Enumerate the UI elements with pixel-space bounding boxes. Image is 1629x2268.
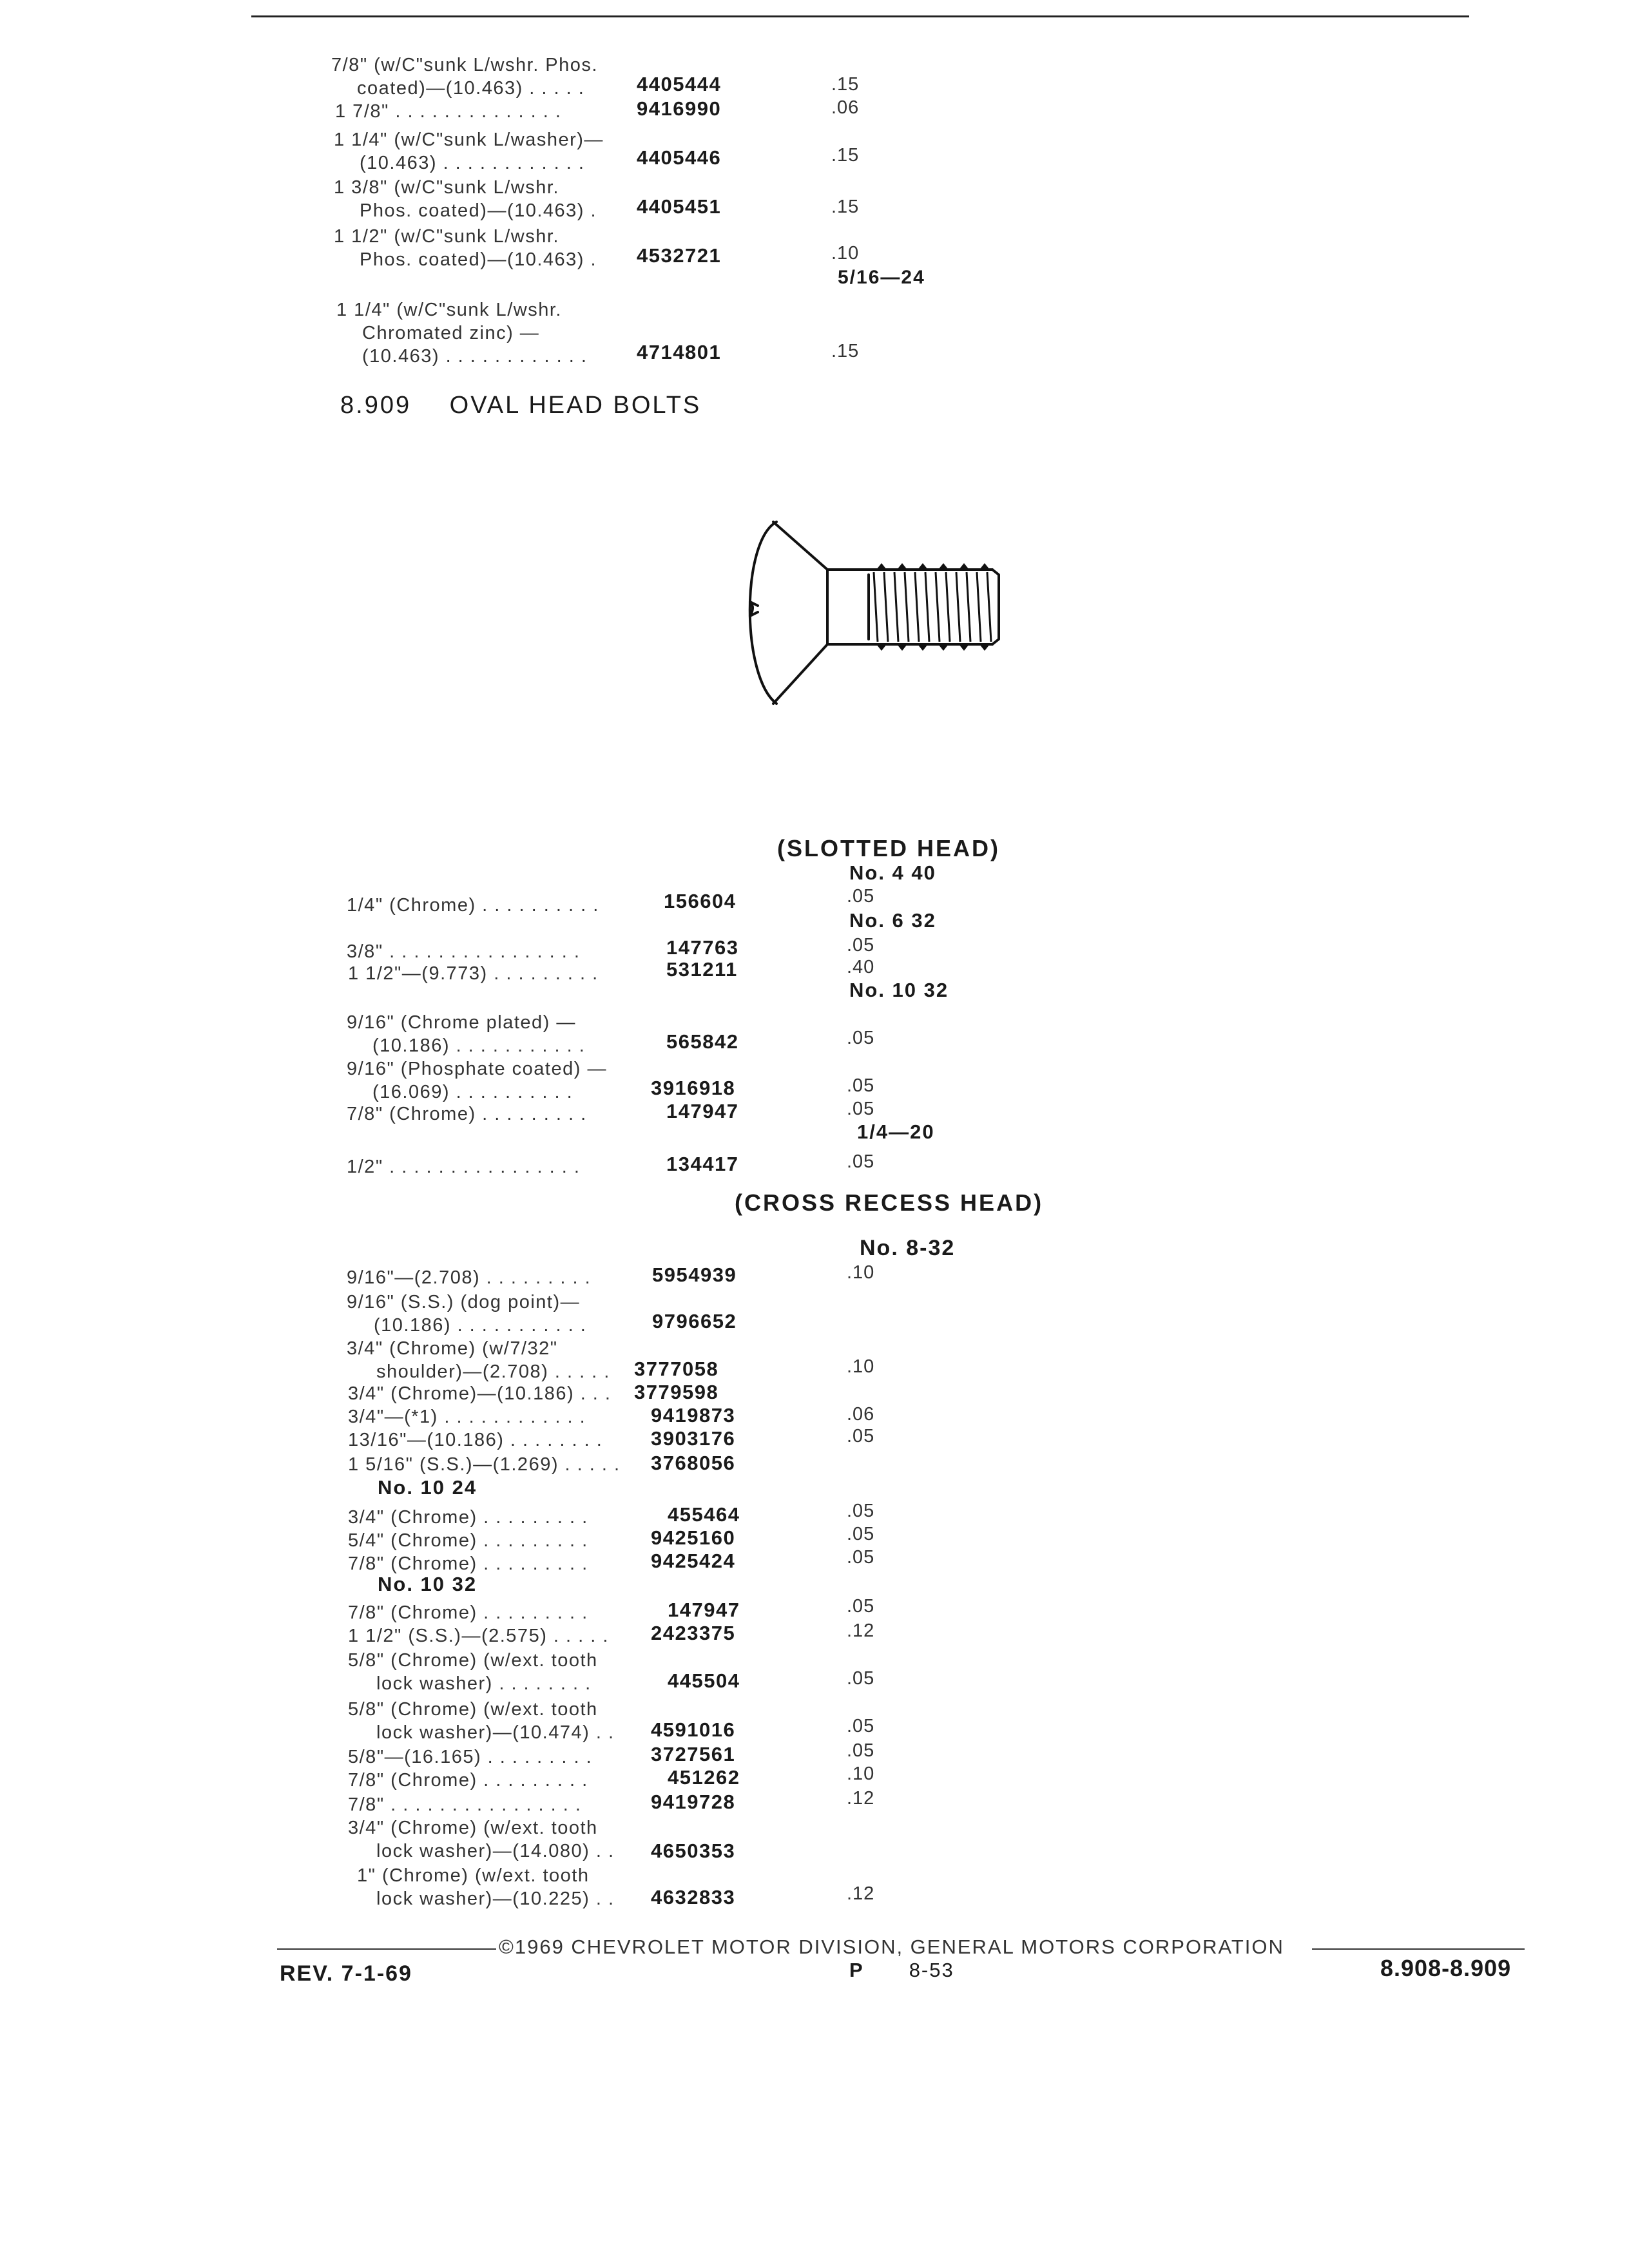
list-item: 1 1/4" (w/C"sunk L/washer)— (10.463) . . . . . . . . . . . . 4405446 .15 bbox=[334, 130, 860, 173]
part-number: 3768056 bbox=[651, 1452, 736, 1474]
slotted-head-heading: (SLOTTED HEAD) bbox=[777, 835, 1000, 861]
list-item: 7/8" (Chrome) . . . . . . . . . 9425424 .05 bbox=[348, 1547, 875, 1574]
price: .10 bbox=[847, 1356, 875, 1377]
price: .15 bbox=[831, 197, 860, 217]
price: .05 bbox=[847, 1151, 875, 1172]
part-number: 9425424 bbox=[651, 1550, 736, 1572]
price: .05 bbox=[847, 1099, 875, 1119]
list-item: 3/4"—(*1) . . . . . . . . . . . . 9419873 .06 bbox=[348, 1404, 875, 1427]
part-number: 455464 bbox=[668, 1503, 740, 1526]
part-number: 147947 bbox=[666, 1100, 739, 1122]
list-item: 9/16" (Phosphate coated) — (16.069) . . . . . . . . . . 3916918 .05 bbox=[347, 1059, 875, 1102]
price: .05 bbox=[847, 935, 875, 956]
list-item: 1 1/4" (w/C"sunk L/wshr. Chromated zinc) — (10.463) . . . . . . . . . . . . 4714801 .15 bbox=[336, 300, 860, 367]
footer-rule-right bbox=[1312, 1948, 1525, 1950]
section-number: 8.909 bbox=[340, 392, 412, 419]
revision-date: REV. 7-1-69 bbox=[280, 1961, 412, 1986]
price: .05 bbox=[847, 1075, 875, 1096]
price: .06 bbox=[847, 1404, 875, 1425]
list-item: 7/8" (Chrome) . . . . . . . . . 451262 .10 bbox=[348, 1763, 875, 1791]
oval-head-bolt-illustration bbox=[741, 515, 1012, 722]
part-number: 9796652 bbox=[652, 1310, 737, 1332]
list-item: 9/16" (S.S.) (dog point)— (10.186) . . . . . . . . . . . 9796652 bbox=[347, 1292, 737, 1336]
price: .05 bbox=[847, 1524, 875, 1544]
list-item: 7/8" . . . . . . . . . . . . . . . . 9419728 .12 bbox=[348, 1788, 875, 1815]
list-item: 7/8" (w/C"sunk L/wshr. Phos. coated)—(10.463) . . . . . 4405444 .15 bbox=[331, 55, 860, 99]
list-item: 9/16"—(2.708) . . . . . . . . . 5954939 .10 bbox=[347, 1262, 875, 1288]
part-number: 4405444 bbox=[637, 73, 722, 95]
size-subheading: No. 6 32 bbox=[849, 909, 936, 932]
list-item: 1 3/8" (w/C"sunk L/wshr. Phos. coated)—(10.463) . 4405451 .15 bbox=[334, 177, 860, 221]
part-number: 156604 bbox=[664, 890, 737, 912]
size-subheading: 1/4—20 bbox=[857, 1120, 935, 1143]
price: .05 bbox=[847, 1028, 875, 1048]
part-number: 9416990 bbox=[637, 97, 722, 120]
size-subheading: No. 10 24 bbox=[378, 1476, 477, 1499]
price: .12 bbox=[847, 1620, 875, 1641]
cross-recess-head-heading: (CROSS RECESS HEAD) bbox=[735, 1189, 1044, 1216]
list-item: 1 7/8" . . . . . . . . . . . . . . 9416990 .06 bbox=[335, 97, 860, 122]
price: .15 bbox=[831, 74, 860, 95]
price: .12 bbox=[847, 1883, 875, 1904]
list-item: 1" (Chrome) (w/ext. tooth lock washer)—(10.225) . . 4632833 .12 bbox=[357, 1865, 875, 1909]
part-number: 3779598 bbox=[634, 1381, 719, 1403]
part-number: 565842 bbox=[666, 1030, 739, 1053]
price: .12 bbox=[847, 1788, 875, 1809]
footer-rule-left bbox=[277, 1948, 496, 1950]
price: .10 bbox=[831, 243, 860, 264]
part-number: 4532721 bbox=[637, 244, 722, 267]
price: .40 bbox=[847, 957, 875, 977]
part-number: 147947 bbox=[668, 1599, 740, 1621]
part-number: 9425160 bbox=[651, 1526, 736, 1549]
part-number: 451262 bbox=[668, 1766, 740, 1789]
part-number: 4405451 bbox=[637, 195, 722, 218]
page-number bbox=[849, 1959, 954, 1982]
price: .10 bbox=[847, 1763, 875, 1784]
price: .15 bbox=[831, 145, 860, 166]
price: .05 bbox=[847, 1501, 875, 1521]
part-number: 445504 bbox=[668, 1669, 740, 1692]
section-range: 8.908-8.909 bbox=[1380, 1955, 1512, 1981]
part-number: 531211 bbox=[666, 958, 738, 981]
size-subheading: No. 4 40 bbox=[849, 861, 936, 884]
part-number: 4650353 bbox=[651, 1840, 736, 1862]
list-item: 3/4" (Chrome)—(10.186) . . . 3779598 bbox=[348, 1381, 719, 1404]
price: .05 bbox=[847, 1740, 875, 1761]
price: .05 bbox=[847, 886, 875, 907]
size-subheading: No. 10 32 bbox=[849, 979, 949, 1001]
list-item: 5/8"—(16.165) . . . . . . . . . 3727561 .05 bbox=[348, 1740, 875, 1767]
part-number: 9419728 bbox=[651, 1791, 736, 1813]
size-subheading: No. 8-32 bbox=[860, 1236, 956, 1260]
list-item: 13/16"—(10.186) . . . . . . . . 3903176 .05 bbox=[348, 1426, 875, 1450]
list-item: 7/8" (Chrome) . . . . . . . . . 147947 .05 bbox=[348, 1596, 875, 1623]
part-number: 3727561 bbox=[651, 1743, 736, 1765]
part-number: 9419873 bbox=[651, 1404, 736, 1427]
part-number: 5954939 bbox=[652, 1264, 737, 1286]
size-subheading: 5/16—24 bbox=[838, 267, 925, 288]
section-title bbox=[340, 392, 701, 419]
list-item: 5/4" (Chrome) . . . . . . . . . 9425160 .05 bbox=[348, 1524, 875, 1551]
part-number: 3916918 bbox=[651, 1077, 736, 1099]
list-item: 3/4" (Chrome) (w/ext. tooth lock washer)—(14.080) . . 4650353 bbox=[348, 1818, 736, 1862]
list-item: 7/8" (Chrome) . . . . . . . . . 147947 .05 bbox=[347, 1099, 875, 1124]
copyright: ©1969 CHEVROLET MOTOR DIVISION, GENERAL MOTORS CORPORATION bbox=[499, 1936, 1284, 1958]
part-number: 4632833 bbox=[651, 1886, 736, 1908]
list-item: 3/4" (Chrome) . . . . . . . . . 455464 .05 bbox=[348, 1501, 875, 1528]
price: .05 bbox=[847, 1716, 875, 1736]
list-item: 1/4" (Chrome) . . . . . . . . . . 156604 .05 bbox=[347, 886, 875, 916]
size-subheading: No. 10 32 bbox=[378, 1573, 477, 1595]
part-number: 4405446 bbox=[637, 146, 722, 169]
list-item: 1 5/16" (S.S.)—(1.269) . . . . . 3768056 bbox=[348, 1452, 736, 1475]
price: .05 bbox=[847, 1668, 875, 1689]
list-item: 3/4" (Chrome) (w/7/32" shoulder)—(2.708) . . . . . 3777058 .10 bbox=[347, 1338, 875, 1382]
part-number: 134417 bbox=[666, 1153, 739, 1175]
price: .15 bbox=[831, 341, 860, 361]
part-number: 2423375 bbox=[651, 1622, 736, 1644]
list-item: 5/8" (Chrome) (w/ext. tooth lock washer) . . . . . . . . 445504 .05 bbox=[348, 1650, 875, 1694]
price: .05 bbox=[847, 1596, 875, 1617]
page-num: 8-53 bbox=[909, 1959, 954, 1981]
price: .10 bbox=[847, 1262, 875, 1283]
list-item: 1 1/2"—(9.773) . . . . . . . . . 531211 .40 bbox=[348, 957, 875, 984]
list-item: 3/8" . . . . . . . . . . . . . . . . 147763 .05 bbox=[347, 935, 875, 962]
list-item: 1 1/2" (w/C"sunk L/wshr. Phos. coated)—(10.463) . 4532721 .10 bbox=[334, 226, 860, 270]
price: .06 bbox=[831, 97, 860, 118]
price: .05 bbox=[847, 1547, 875, 1568]
price: .05 bbox=[847, 1426, 875, 1446]
part-number: 147763 bbox=[666, 936, 739, 959]
list-item: 5/8" (Chrome) (w/ext. tooth lock washer)—(10.474) . . 4591016 .05 bbox=[348, 1699, 875, 1743]
part-number: 4591016 bbox=[651, 1718, 736, 1741]
part-number: 4714801 bbox=[637, 341, 722, 363]
list-item: 9/16" (Chrome plated) — (10.186) . . . . . . . . . . . 565842 .05 bbox=[347, 1012, 875, 1056]
page-letter: P bbox=[849, 1959, 864, 1981]
list-item: 1/2" . . . . . . . . . . . . . . . . 134417 .05 bbox=[347, 1151, 875, 1177]
part-number: 3777058 bbox=[634, 1358, 719, 1380]
section-name: OVAL HEAD BOLTS bbox=[449, 392, 702, 419]
list-item: 1 1/2" (S.S.)—(2.575) . . . . . 2423375 .12 bbox=[348, 1620, 875, 1646]
part-number: 3903176 bbox=[651, 1427, 736, 1450]
